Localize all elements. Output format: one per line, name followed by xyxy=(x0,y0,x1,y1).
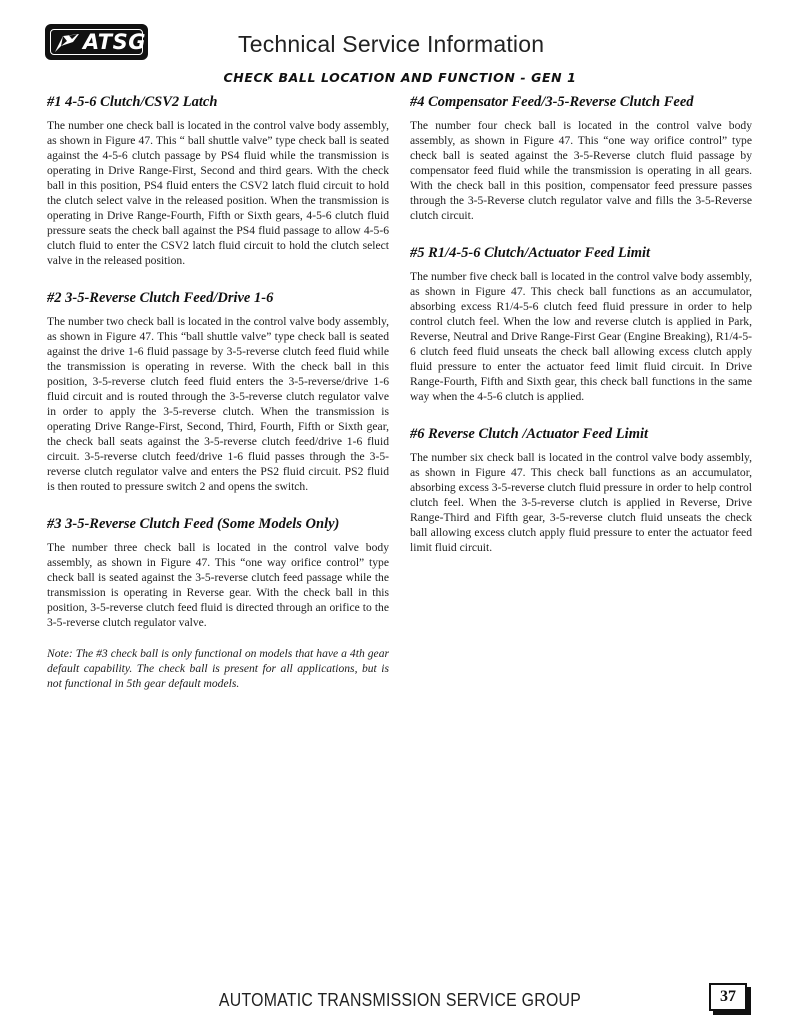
page-number-box xyxy=(709,983,747,1011)
section-body: The number four check ball is located in the control valve body assembly, as shown in Figure 47. This “one way orifice control” type check ball is seated against the 3-5-Reverse clutch fluid passage by compensator feed fluid while the transmission is operating in all gears. With the check ball in this position, compensator feed pressure passes through the 3-5-Reverse clutch regulator valve and fills the 3-5-Reverse clutch circuit. xyxy=(410,119,752,222)
section-heading: #5 R1/4-5-6 Clutch/Actuator Feed Limit xyxy=(410,245,651,261)
section-body: The number one check ball is located in the control valve body assembly, as shown in Figure 47. This “ ball shuttle valve” type check ball is seated against the 4-5-6 clutch passage by PS4 fluid while the transmission is operating in Drive Range-First, Second and third gears. With the check ball in this position, PS4 fluid enters the CSV2 latch fluid circuit to hold the clutch select valve in the released position. When the transmission is operating in Drive Range-Fourth, Fifth or Sixth gears, 4-5-6 clutch fluid pressure seats the check ball against the PS4 fluid passage to allow 4-5-6 clutch fluid to enter the CSV2 latch fluid circuit to hold the clutch select valve in the released position. xyxy=(47,119,389,267)
section-heading: #1 4-5-6 Clutch/CSV2 Latch xyxy=(47,94,218,110)
atsg-logo xyxy=(45,24,148,60)
section-body: The number two check ball is located in the control valve body assembly, as shown in Figure 47. This “ball shuttle valve” type check ball is seated against the drive 1-6 fluid passage by 3-5-reverse clutch feed fluid while the transmission is operating in reverse. With the check ball in this position, 3-5-reverse clutch feed fluid enters the 3-5-reverse/drive 1-6 fluid circuit and is routed through the 3-5-reverse clutch regulator valve in order to apply the 3-5-reverse clutch. When the transmission is operating Drive Range-First, Second, Third, Fourth, Fifth or Sixth gear, the check ball seats against the 3-5-reverse clutch feed/drive 1-6 fluid circuit. 3-5-reverse clutch feed/drive 1-6 fluid passes through the 3-5-reverse clutch regulator valve and enters the PS2 fluid circuit. PS2 fluid is then routed to pressure switch 2 and opens the switch. xyxy=(47,315,389,493)
page-title: Technical Service Information xyxy=(238,31,545,57)
section-check-ball-1 xyxy=(47,94,389,268)
logo-text: ATSG xyxy=(83,30,146,54)
right-column xyxy=(410,94,752,577)
section-body: The number six check ball is located in the control valve body assembly, as shown in Figure 47. This check ball functions as an accumulator, absorbing excess 3-5-reverse clutch fluid pressure in order to help control clutch feel. When the 3-5-reverse clutch is applied in Reverse, Drive Range-Third and Fifth gear, 3-5-reverse clutch fluid unseats the check ball allowing excess clutch apply fluid pressure to enter the actuator feed limit fluid circuit. xyxy=(410,451,752,554)
section-check-ball-4 xyxy=(410,94,752,223)
section-heading: #3 3-5-Reverse Clutch Feed (Some Models Only) xyxy=(47,516,340,532)
note-text: Note: The #3 check ball is only functional on models that have a 4th gear default capability. The check ball is present for all applications, but is not functional in 5th gear default models. xyxy=(47,647,389,690)
section-check-ball-2 xyxy=(47,290,389,494)
section-body: The number three check ball is located in the control valve body assembly, as shown in Figure 47. This “one way orifice control” type check ball is seated against the 3-5-reverse clutch feed passage while the transmission is operating in Reverse gear. With the check ball in this position, 3-5-reverse clutch feed fluid is directed through an orifice to the 3-5-reverse clutch regulator valve. xyxy=(47,541,389,629)
section-heading: #4 Compensator Feed/3-5-Reverse Clutch Feed xyxy=(410,94,694,110)
section-heading: #2 3-5-Reverse Clutch Feed/Drive 1-6 xyxy=(47,290,274,306)
section-heading: #6 Reverse Clutch /Actuator Feed Limit xyxy=(410,426,649,442)
section-check-ball-5 xyxy=(410,245,752,404)
section-check-ball-6 xyxy=(410,426,752,555)
section-check-ball-3 xyxy=(47,516,389,630)
section-body: The number five check ball is located in the control valve body assembly, as shown in Figure 47. This check ball functions as an accumulator, absorbing excess R1/4-5-6 clutch feed fluid pressure in order to help control clutch feel. When the low and reverse clutch is applied in Park, Reverse, Neutral and Drive Range-First Gear (Engine Breaking), R1/4-5-6 clutch feed fluid unseats the check ball allowing excess clutch apply fluid pressure to enter the actuator feed limit fluid circuit. In Drive Range-Fourth, Fifth and Sixth gear, this check ball functions in the same way when the 4-5-6 clutch is applied. xyxy=(410,270,752,403)
left-column xyxy=(47,94,389,703)
footer-organization: AUTOMATIC TRANSMISSION SERVICE GROUP xyxy=(218,990,582,1010)
document-subtitle: CHECK BALL LOCATION AND FUNCTION - GEN 1 xyxy=(223,70,577,85)
checkered-flag-icon xyxy=(53,32,81,54)
page-number: 37 xyxy=(720,988,736,1005)
